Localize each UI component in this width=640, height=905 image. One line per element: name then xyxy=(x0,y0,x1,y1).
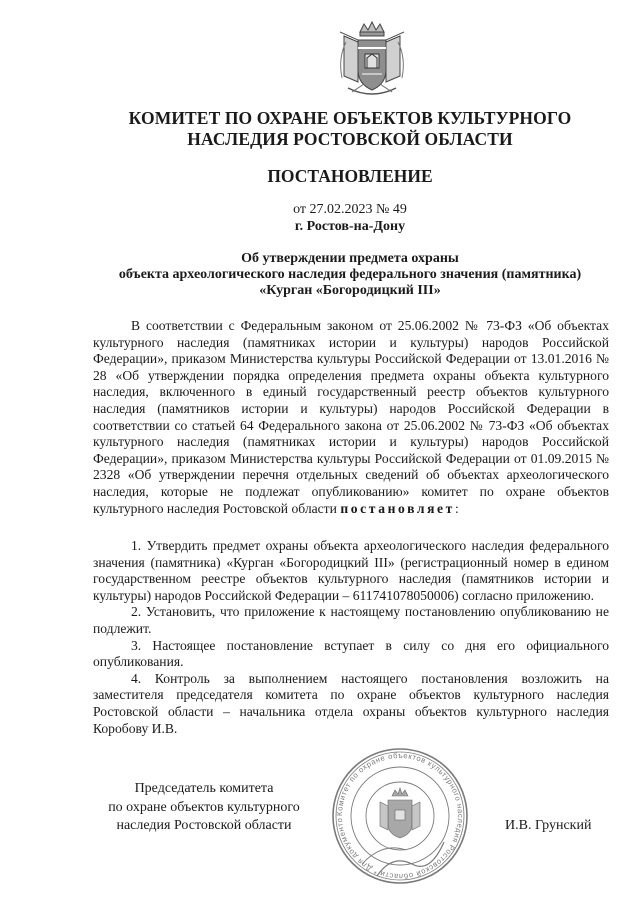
resolution-item: 4. Контроль за выполнением настоящего постановления возложить на заместителя председателя комитета по охране объектов культурного наследия Ростовской области – начальника отдела охраны объектов культурного наследия Коробову И.В. xyxy=(93,670,609,736)
preamble-text: В соответствии с Федеральным законом от 25.06.2002 № 73-ФЗ «Об объектах культурного наследия (памятниках истории и культуры) народов Российской Федерации», приказом Министерства культуры Российской Федерации от 13.01.2016 № 28 «Об утверждении порядка определения предмета охраны объекта культурного наследия, включенного в единый государственный реестр объектов культурного наследия (памятников истории и культуры) народов Российской Федерации в соответствии со статьей 64 Федерального закона от 25.06.2002 № 73-ФЗ «Об объектах культурного наследия (памятниках истории и культуры) народов Российской Федерации», приказом Министерства культуры Российской Федерации от 01.09.2015 № 2328 «Об утверждении перечня отдельных сведений об объектах археологического наследия, которые не подлежат опубликованию» комитет по охране объектов культурного наследия Ростовской области xyxy=(93,318,609,516)
subject-line: Об утверждении предмета охраны xyxy=(241,251,459,266)
signer-position-line: по охране объектов культурного xyxy=(108,799,300,815)
coat-of-arms-icon xyxy=(334,18,410,102)
resolves-word: постановляет xyxy=(340,500,455,516)
document-city: г. Ростов-на-Дону xyxy=(294,219,406,234)
document-date-number: от 27.02.2023 № 49 xyxy=(293,202,407,217)
organization-title-line: НАСЛЕДИЯ РОСТОВСКОЙ ОБЛАСТИ xyxy=(187,129,513,149)
resolution-items xyxy=(93,538,609,737)
subject-line: объекта археологического наследия федерального значения (памятника) xyxy=(118,267,582,282)
resolution-item: 2. Установить, что приложение к настоящему постановлению опубликованию не подлежит. xyxy=(93,604,609,636)
resolution-item: 1. Утвердить предмет охраны объекта археологического наследия федерального значения (памятника) «Курган «Богородицкий III» (регистрационный номер в едином государственном реестре объектов культурного наследия (памятников истории и культуры) народов Российской Федерации – 611741078050006) согласно приложению. xyxy=(93,538,609,603)
signer-position-line: наследия Ростовской области xyxy=(116,818,292,834)
signer-name: И.В. Грунский xyxy=(505,818,592,833)
signer-position xyxy=(93,780,315,836)
resolves-colon: : xyxy=(454,500,459,516)
organization-title xyxy=(60,108,640,150)
resolution-item: 3. Настоящее постановление вступает в силу со дня его официального опубликования. xyxy=(93,637,609,670)
organization-title-line: КОМИТЕТ ПО ОХРАНЕ ОБЪЕКТОВ КУЛЬТУРНОГО xyxy=(128,108,572,128)
subject-line: «Курган «Богородицкий III» xyxy=(259,283,441,298)
preamble-paragraph xyxy=(93,318,609,517)
official-seal-icon xyxy=(322,746,478,886)
svg-text:Комитет по охране объектов кул: Комитет по охране объектов культурного наследия Ростовской области * Для документо xyxy=(334,750,466,882)
document-subject xyxy=(60,251,640,299)
signer-position-line: Председатель комитета xyxy=(134,781,274,796)
document-type: ПОСТАНОВЛЕНИЕ xyxy=(267,166,433,186)
